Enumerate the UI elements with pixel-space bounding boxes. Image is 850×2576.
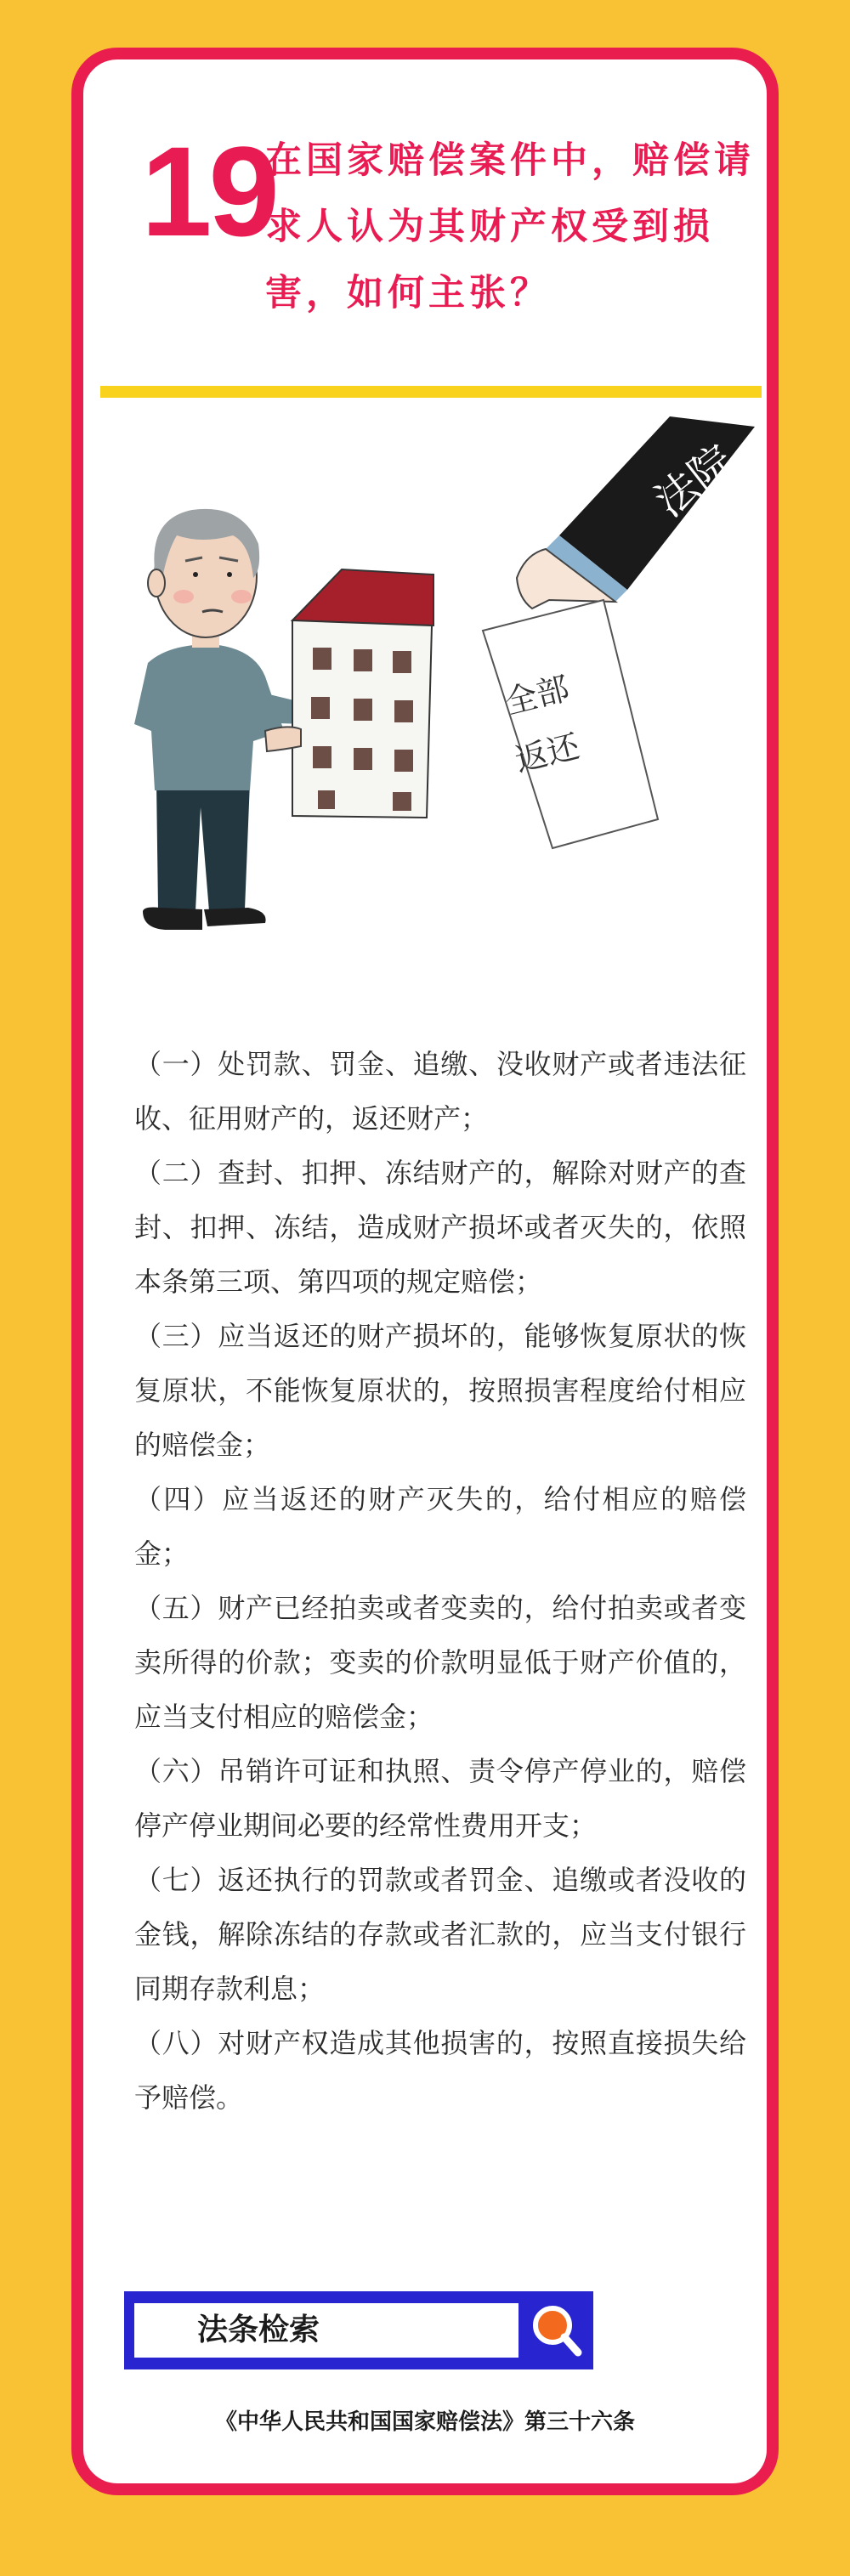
question-number: 19 [141, 120, 276, 263]
illustration [83, 408, 767, 1020]
paper-line-2: 返还 [511, 727, 583, 779]
article-item: （三）应当返还的财产损坏的，能够恢复原状的恢复原状，不能恢复原状的，按照损害程度给付相应的赔偿金； [134, 1320, 746, 1461]
article-item: （七）返还执行的罚款或者罚金、追缴或者没收的金钱，解除冻结的存款或者汇款的，应当支付银行同期存款利息； [134, 1864, 746, 2005]
article-item: （四）应当返还的财产灭失的，给付相应的赔偿金； [134, 1483, 746, 1570]
court-arm [517, 416, 755, 609]
question-title: 在国家赔偿案件中，赔偿请求人认为其财产权受到损害，如何主张？ [265, 139, 755, 314]
divider-line [100, 386, 762, 398]
article-item: （六）吊销许可证和执照、责令停产停业的，赔偿停产停业期间必要的经常性费用开支； [134, 1755, 746, 1842]
content-card [71, 48, 779, 2495]
source-citation: 《中华人民共和国国家赔偿法》第三十六条 [214, 2409, 635, 2435]
article-item: （八）对财产权造成其他损害的，按照直接损失给予赔偿。 [134, 2027, 746, 2114]
sleeve-label: 法院 [645, 435, 744, 527]
search-field: 法条检索 [134, 2303, 518, 2358]
article-item: （五）财产已经拍卖或者变卖的，给付拍卖或者变卖所得的价款；变卖的价款明显低于财产价值的，应当支付相应的赔偿金； [134, 1592, 746, 1733]
building-figure [265, 569, 434, 818]
return-notice-paper [483, 600, 658, 848]
paper-line-1: 全部 [501, 669, 573, 722]
magnifier-icon[interactable] [524, 2298, 588, 2363]
article-item: （二）查封、扣押、冻结财产的，解除对财产的查封、扣押、冻结，造成财产损坏或者灭失的，依照本条第三项、第四项的规定赔偿； [134, 1157, 746, 1298]
article-text [134, 1037, 746, 2125]
law-search-bar[interactable] [124, 2291, 593, 2369]
article-item: （一）处罚款、罚金、追缴、没收财产或者违法征收、征用财产的，返还财产； [134, 1048, 746, 1135]
